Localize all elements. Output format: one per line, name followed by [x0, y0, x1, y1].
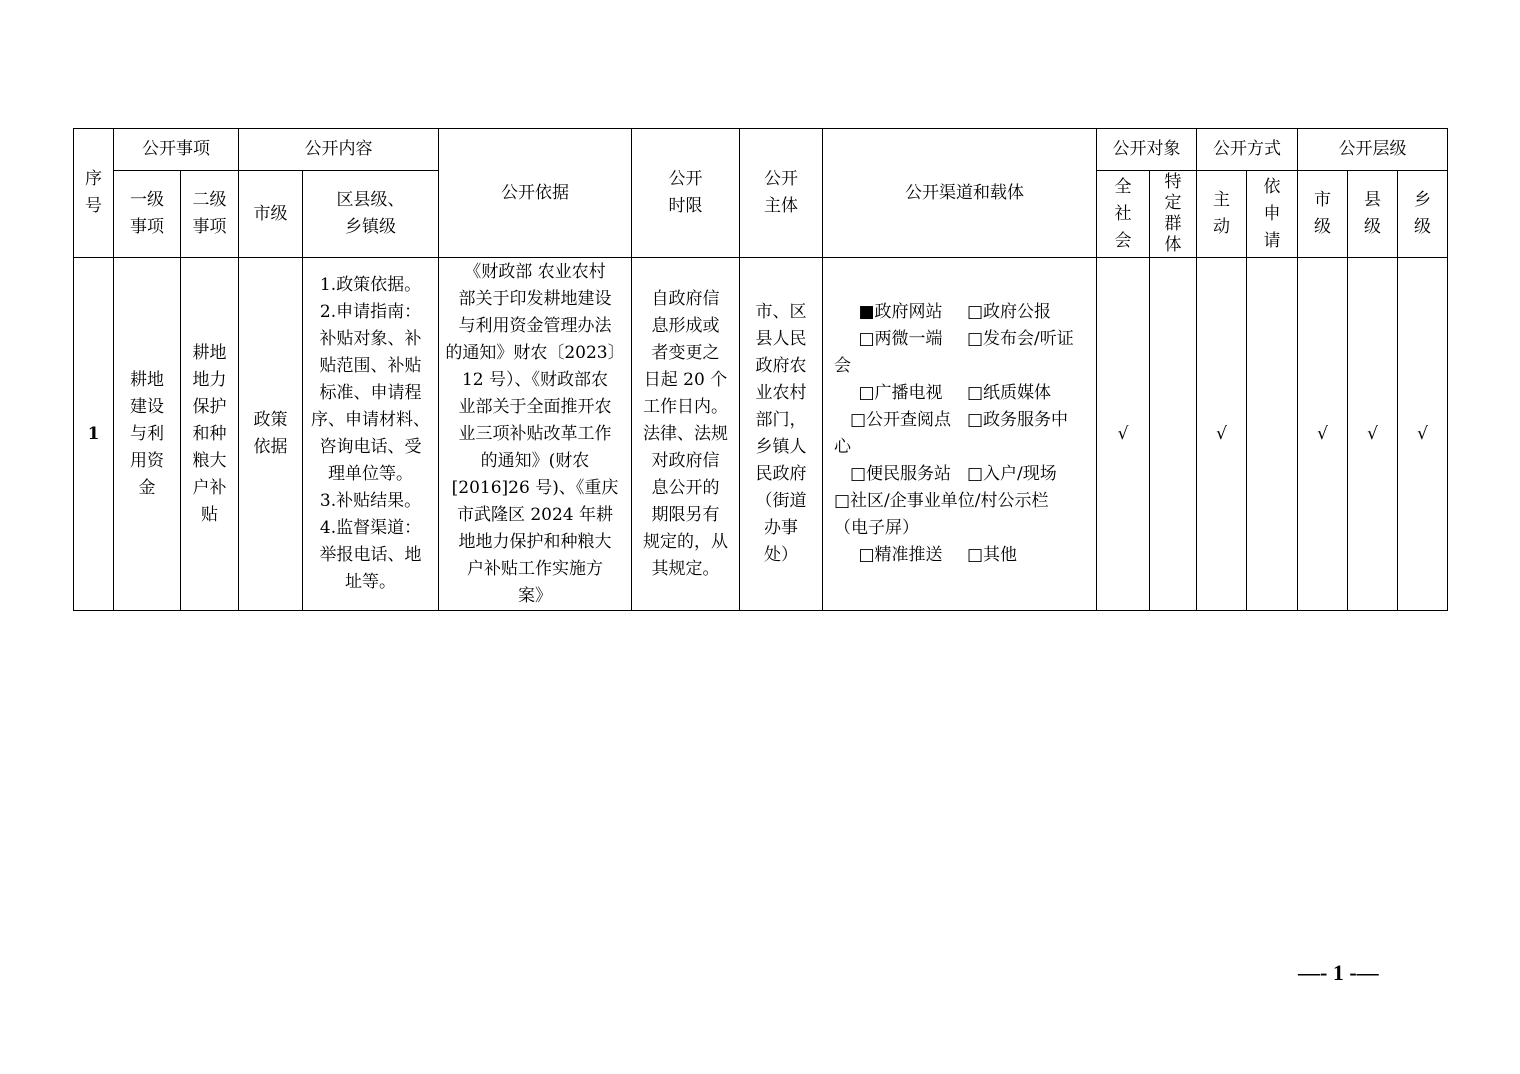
- subject-line: 县人民: [755, 329, 807, 349]
- time-limit-line: 日起 20 个: [643, 369, 728, 390]
- basis-line: 的通知》财农〔2023〕: [445, 342, 625, 363]
- channel-option: 心: [834, 437, 851, 457]
- channel-option: □政府公报: [967, 302, 1052, 322]
- subject-line: 业农村: [755, 383, 807, 403]
- basis-line: 业三项补贴改革工作: [458, 423, 612, 444]
- row-target-all: √: [1097, 258, 1150, 611]
- header-item-l1: 一级事项: [114, 171, 181, 258]
- row-content-county: [303, 258, 439, 611]
- header-level-county: 县级: [1348, 171, 1398, 258]
- basis-line: 业部关于全面推开农: [458, 396, 612, 417]
- channel-row: [834, 326, 1096, 353]
- channel-row: [834, 353, 1096, 380]
- header-target-specific: 特定群体: [1150, 171, 1197, 258]
- county-content-line: 贴范围、补贴: [319, 356, 422, 376]
- basis-line: 部关于印发耕地建设: [458, 288, 612, 309]
- header-item-group: 公开事项: [114, 129, 239, 171]
- channel-option: ■政府网站: [858, 302, 943, 322]
- time-limit-line: 其规定。: [651, 558, 720, 579]
- channel-option: □便民服务站: [849, 464, 952, 484]
- header-level-town: 乡级: [1398, 171, 1448, 258]
- channel-row: [834, 515, 1096, 542]
- subject-line: （街道: [755, 491, 807, 511]
- county-content-line: 址等。: [345, 572, 396, 592]
- row-basis: [439, 258, 632, 611]
- channel-option: 会: [834, 356, 851, 376]
- county-content-line: 举报电话、地: [319, 545, 422, 565]
- channel-option: □政务服务中: [967, 410, 1069, 430]
- row-level-town: √: [1398, 258, 1448, 611]
- disclosure-table: [73, 128, 1448, 611]
- channel-option: □广播电视: [858, 383, 943, 403]
- basis-line: 的通知》(财农: [480, 450, 590, 471]
- subject-line: 处）: [764, 545, 798, 565]
- county-content-line: 序、申请材料、: [311, 410, 430, 430]
- row-item-l1: 耕地建设与利用资金: [114, 258, 181, 611]
- basis-line: [2016]26 号)、《重庆: [451, 477, 619, 498]
- header-channel: 公开渠道和载体: [823, 129, 1097, 258]
- row-method-apply: [1247, 258, 1298, 611]
- row-item-l2: 耕地地力保护和种粮大户补贴: [181, 258, 239, 611]
- subject-line: 部门，: [755, 410, 807, 430]
- header-target-group: 公开对象: [1097, 129, 1197, 171]
- time-limit-line: 自政府信: [651, 288, 720, 309]
- time-limit-line: 者变更之: [651, 342, 720, 363]
- county-content-line: 理单位等。: [328, 464, 413, 484]
- county-content-line: 4.监督渠道：: [319, 518, 422, 538]
- channel-row: [834, 407, 1096, 434]
- header-level-group: 公开层级: [1298, 129, 1448, 171]
- header-method-apply: 依申请: [1247, 171, 1298, 258]
- row-target-specific: [1150, 258, 1197, 611]
- time-limit-line: 对政府信: [651, 450, 720, 471]
- basis-line: 《财政部 农业农村: [464, 261, 606, 282]
- channel-option: □发布会/听证: [967, 329, 1074, 349]
- channel-option: □社区/企事业单位/村公示栏: [834, 491, 1049, 511]
- channel-row: [834, 488, 1096, 515]
- time-limit-line: 期限另有: [651, 504, 720, 525]
- page-number: —- 1 -—: [1298, 960, 1379, 985]
- channel-option: □公开查阅点: [849, 410, 952, 430]
- channel-row: [834, 434, 1096, 461]
- time-limit-line: 息公开的: [651, 477, 720, 498]
- time-limit-line: 息形成或: [651, 315, 720, 336]
- header-level-city: 市级: [1298, 171, 1348, 258]
- row-subject: [740, 258, 823, 611]
- header-basis: 公开依据: [439, 129, 632, 258]
- channel-option: □精准推送: [858, 545, 943, 565]
- basis-line: 地地力保护和种粮大: [458, 531, 612, 552]
- county-content-line: 2.申请指南：: [319, 302, 422, 322]
- row-level-county: √: [1348, 258, 1398, 611]
- county-content-line: 3.补贴结果。: [319, 491, 422, 511]
- header-method-active: 主动: [1197, 171, 1247, 258]
- basis-line: 市武隆区 2024 年耕: [456, 504, 614, 525]
- header-content-county: 区县级、乡镇级: [303, 171, 439, 258]
- row-level-city: √: [1298, 258, 1348, 611]
- header-seq: 序号: [74, 129, 114, 258]
- header-content-city: 市级: [239, 171, 303, 258]
- subject-line: 市、区: [755, 302, 807, 322]
- subject-line: 办事: [764, 518, 798, 538]
- basis-line: 户补贴工作实施方: [467, 558, 603, 579]
- row-time-limit: [632, 258, 740, 611]
- channel-row: [834, 299, 1096, 326]
- time-limit-line: 法律、法规: [643, 423, 728, 444]
- channel-option: □纸质媒体: [967, 383, 1052, 403]
- channel-option: □两微一端: [858, 329, 943, 349]
- header-time-limit: 公开时限: [632, 129, 740, 258]
- header-target-all: 全社会: [1097, 171, 1150, 258]
- channel-option: □其他: [967, 545, 1018, 565]
- channel-option: （电子屏）: [834, 518, 919, 538]
- row-channel: [823, 258, 1097, 611]
- subject-line: 乡镇人: [755, 437, 807, 457]
- basis-line: 案》: [518, 585, 552, 606]
- county-content-line: 补贴对象、补: [319, 329, 422, 349]
- header-item-l2: 二级事项: [181, 171, 239, 258]
- header-content-group: 公开内容: [239, 129, 439, 171]
- channel-row: [834, 542, 1096, 569]
- row-content-city: 政策依据: [239, 258, 303, 611]
- row-method-active: √: [1197, 258, 1247, 611]
- header-subject: 公开主体: [740, 129, 823, 258]
- county-content-line: 1.政策依据。: [319, 275, 422, 295]
- time-limit-line: 工作日内。: [643, 396, 728, 417]
- time-limit-line: 规定的，从: [643, 531, 728, 552]
- subject-line: 民政府: [755, 464, 807, 484]
- channel-option: □入户/现场: [967, 464, 1057, 484]
- subject-line: 政府农: [755, 356, 807, 376]
- county-content-line: 咨询电话、受: [319, 437, 422, 457]
- basis-line: 与利用资金管理办法: [458, 315, 612, 336]
- row-seq: 1: [74, 258, 114, 611]
- channel-row: [834, 380, 1096, 407]
- header-method-group: 公开方式: [1197, 129, 1298, 171]
- basis-line: 12 号）、《财政部农: [461, 369, 609, 390]
- county-content-line: 标准、申请程: [319, 383, 422, 403]
- channel-row: [834, 461, 1096, 488]
